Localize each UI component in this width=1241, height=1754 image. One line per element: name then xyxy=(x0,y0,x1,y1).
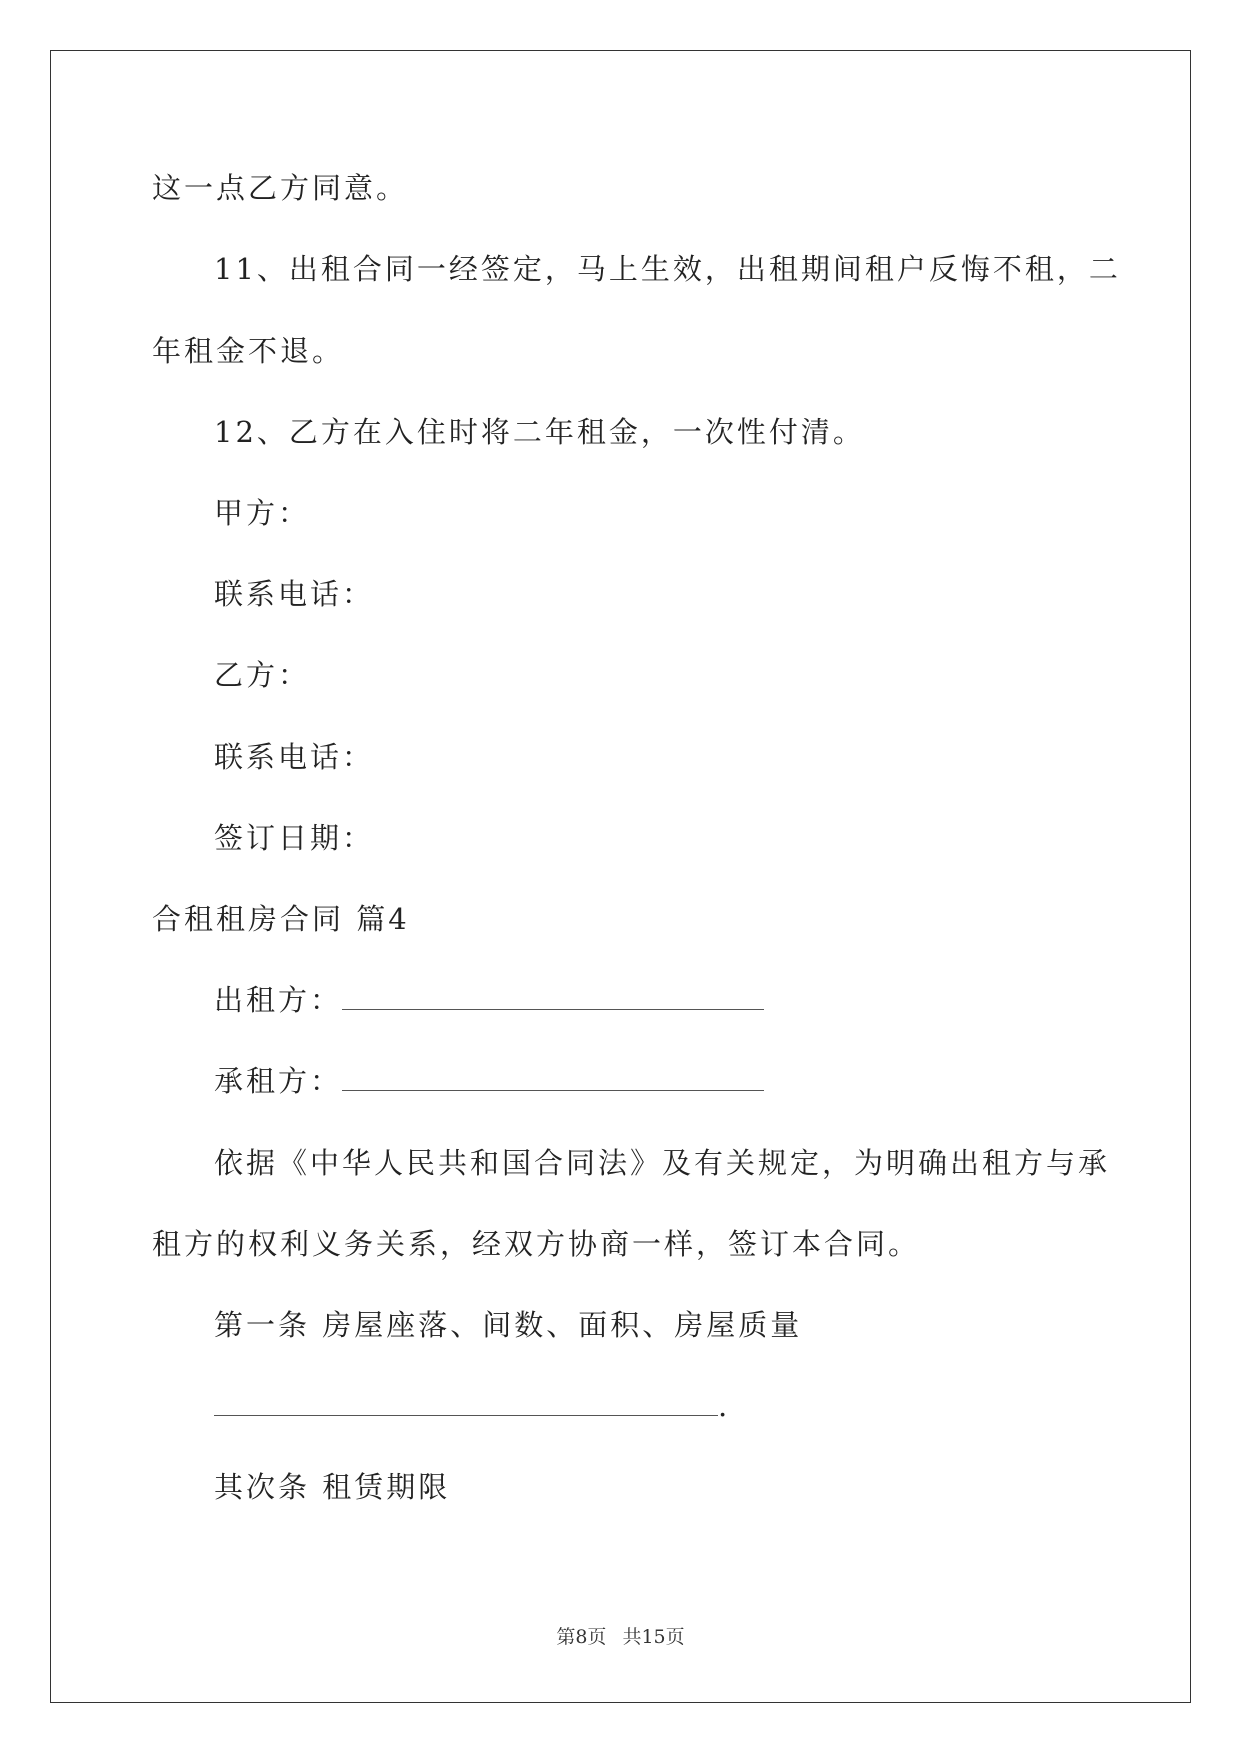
article-one-blank-line: . xyxy=(214,1388,730,1424)
text-line-13: 依据《中华人民共和国合同法》及有关规定，为明确出租方与承 xyxy=(214,1146,1111,1180)
lessor-line: 出租方： xyxy=(214,982,764,1018)
page-border xyxy=(50,50,1191,1703)
article-one-blank xyxy=(214,1393,718,1416)
lessee-line: 承租方： xyxy=(214,1063,764,1099)
party-b-label: 乙方： xyxy=(214,658,311,692)
text-line-14: 租方的权利义务关系，经双方协商一样，签订本合同。 xyxy=(152,1227,921,1261)
text-line-2: 11、出租合同一经签定，马上生效，出租期间租户反悔不租，二 xyxy=(214,252,1121,286)
page-total: 共15页 xyxy=(622,1626,685,1648)
lessor-blank xyxy=(342,987,764,1010)
page-footer xyxy=(0,1625,1241,1649)
lessee-blank xyxy=(342,1068,764,1091)
article-two-heading: 其次条 租赁期限 xyxy=(214,1470,451,1504)
article-one-heading: 第一条 房屋座落、间数、面积、房屋质量 xyxy=(214,1308,803,1342)
party-b-phone-label: 联系电话： xyxy=(214,740,375,774)
sign-date-label: 签订日期： xyxy=(214,821,375,855)
page-number: 第8页 xyxy=(556,1626,607,1648)
party-a-label: 甲方： xyxy=(214,496,311,530)
section-title: 合租租房合同 篇4 xyxy=(152,902,410,936)
text-line-4: 12、乙方在入住时将二年租金，一次性付清。 xyxy=(214,415,865,449)
text-line-1: 这一点乙方同意。 xyxy=(152,171,409,205)
party-a-phone-label: 联系电话： xyxy=(214,577,375,611)
text-line-3: 年租金不退。 xyxy=(152,334,345,368)
